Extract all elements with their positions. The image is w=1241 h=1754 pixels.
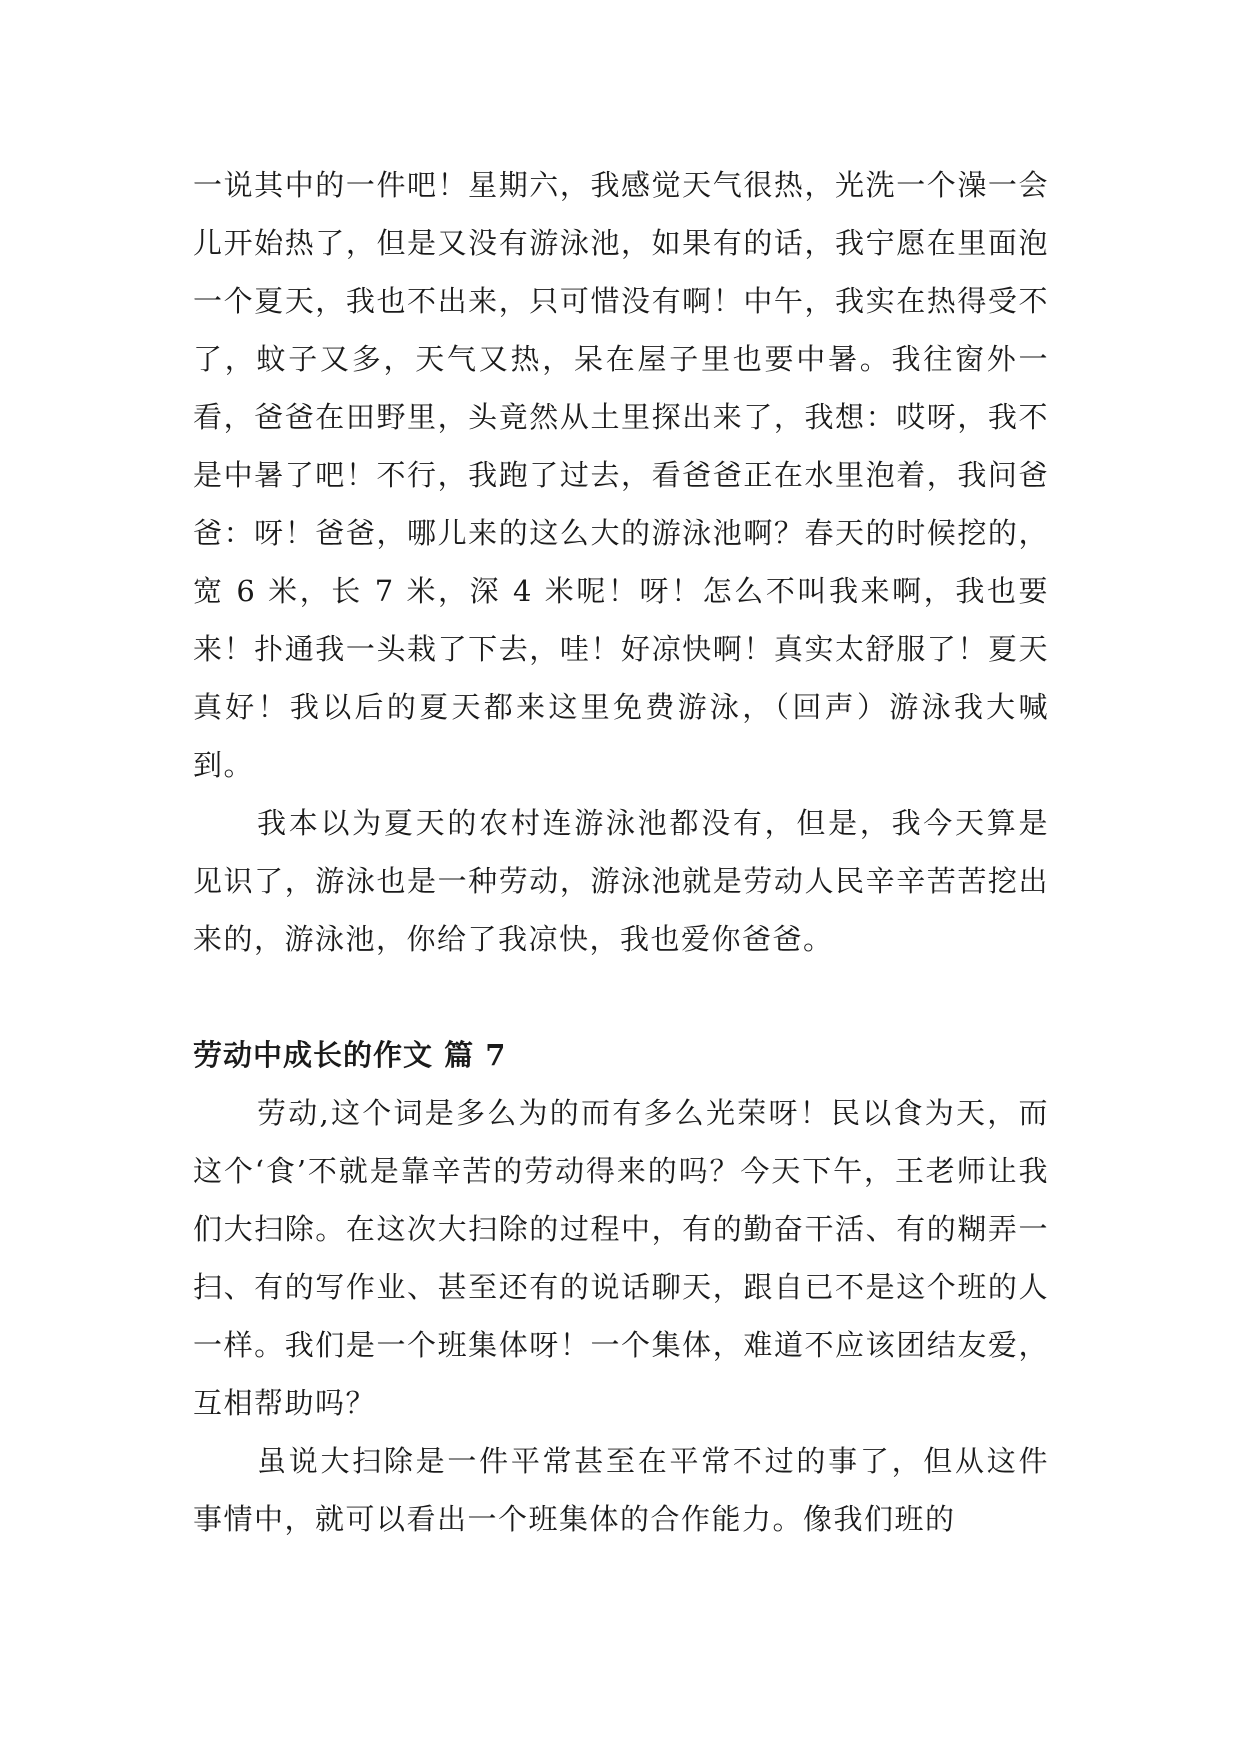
paragraph-continued: 一说其中的一件吧！星期六，我感觉天气很热，光洗一个澡一会儿开始热了，但是又没有游泳池，如果有的话，我宁愿在里面泡一个夏天，我也不出来，只可惜没有啊！中午，我实在热得受不了，蚊子又多，天气又热，呆在屋子里也要中暑。我往窗外一看，爸爸在田野里，头竟然从土里探出来了，我想：哎呀，我不是中暑了吧！不行，我跑了过去，看爸爸正在水里泡着，我问爸爸：呀！爸爸，哪儿来的这么大的游泳池啊？春天的时候挖的，宽 6 米，长 7 米，深 4 米呢！呀！怎么不叫我来啊，我也要来！扑通我一头栽了下去，哇！好凉快啊！真实太舒服了！夏天真好！我以后的夏天都来这里免费游泳，（回声）游泳我大喊到。	[193, 168, 1049, 782]
paragraph-intro: 劳动,这个词是多么为的而有多么光荣呀！民以食为天，而这个‘食’不就是靠辛苦的劳动得来的吗？今天下午，王老师让我们大扫除。在这次大扫除的过程中，有的勤奋干活、有的糊弄一扫、有的写作业、甚至还有的说话聊天，跟自已不是这个班的人一样。我们是一个班集体呀！一个集体，难道不应该团结友爱，互相帮助吗？	[193, 1096, 1049, 1420]
section-title: 劳动中成长的作文 篇 7	[193, 1038, 507, 1072]
document-body	[193, 156, 1049, 1548]
paragraph-body: 虽说大扫除是一件平常甚至在平常不过的事了，但从这件事情中，就可以看出一个班集体的合作能力。像我们班的	[193, 1444, 1049, 1536]
paragraph-conclusion: 我本以为夏天的农村连游泳池都没有，但是，我今天算是见识了，游泳也是一种劳动，游泳池就是劳动人民辛辛苦苦挖出来的，游泳池，你给了我凉快，我也爱你爸爸。	[193, 806, 1049, 956]
